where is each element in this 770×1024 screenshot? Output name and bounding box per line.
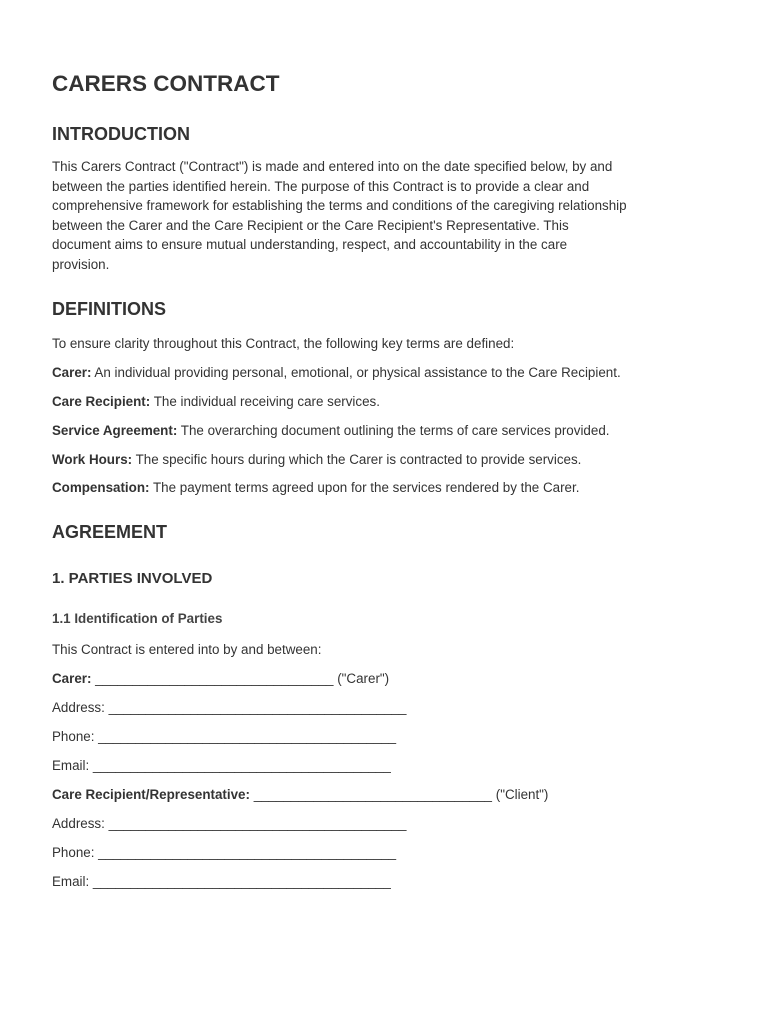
introduction-line: document aims to ensure mutual understanding, respect, and accountability in the care <box>52 237 568 253</box>
definition-text: The specific hours during which the Carer is contracted to provide services. <box>132 451 582 467</box>
client-phone-field[interactable]: Phone: ________________________________________ <box>52 844 397 860</box>
client-suffix: ("Client") <box>495 787 549 802</box>
carer-name-field[interactable] <box>52 669 718 689</box>
definitions-lead: To ensure clarity throughout this Contract, the following key terms are defined: <box>52 335 515 351</box>
entered-into-text: This Contract is entered into by and between: <box>52 642 322 658</box>
introduction-heading: INTRODUCTION <box>52 124 190 144</box>
definition-term: Service Agreement: <box>52 422 178 438</box>
document-title: CARERS CONTRACT <box>52 71 280 96</box>
introduction-line: between the parties identified herein. The purpose of this Contract is to provide a clear and <box>52 178 590 194</box>
definition-text: The overarching document outlining the terms of care services provided. <box>177 422 610 438</box>
introduction-line: comprehensive framework for establishing the terms and conditions of the caregiving relationship <box>52 198 627 214</box>
introduction-paragraph <box>52 157 718 275</box>
definition-text: The individual receiving care services. <box>150 393 380 409</box>
definition-term: Care Recipient: <box>52 393 151 409</box>
client-name-field[interactable] <box>52 785 718 805</box>
carer-name-blank[interactable]: ________________________________ <box>91 671 338 687</box>
definition-item <box>52 478 718 498</box>
definition-term: Carer: <box>52 364 92 380</box>
identification-heading: 1.1 Identification of Parties <box>52 611 223 627</box>
definition-item <box>52 392 718 412</box>
carer-phone-field[interactable]: Phone: ________________________________________ <box>52 729 397 745</box>
parties-involved-heading: 1. PARTIES INVOLVED <box>52 570 213 588</box>
definition-item <box>52 450 718 470</box>
client-email-field[interactable]: Email: ________________________________________ <box>52 873 391 889</box>
carer-label: Carer: <box>52 671 92 687</box>
definition-term: Work Hours: <box>52 451 133 467</box>
client-name-blank[interactable]: ________________________________ <box>249 787 496 802</box>
introduction-line: between the Carer and the Care Recipient or the Care Recipient's Representative. This <box>52 217 569 233</box>
introduction-line: provision. <box>52 256 110 272</box>
definition-text: An individual providing personal, emotional, or physical assistance to the Care Recipient. <box>91 364 621 380</box>
definitions-heading: DEFINITIONS <box>52 298 167 319</box>
definition-term: Compensation: <box>52 480 150 496</box>
introduction-line: This Carers Contract ("Contract") is made and entered into on the date specified below, by and <box>52 159 613 174</box>
definition-item <box>52 363 718 383</box>
carer-email-field[interactable]: Email: ________________________________________ <box>52 758 391 774</box>
agreement-heading: AGREEMENT <box>52 522 168 543</box>
client-address-field[interactable]: Address: ________________________________________ <box>52 815 407 831</box>
carer-address-field[interactable]: Address: ________________________________________ <box>52 700 407 716</box>
definition-item <box>52 421 718 441</box>
definition-text: The payment terms agreed upon for the services rendered by the Carer. <box>149 480 580 496</box>
client-label: Care Recipient/Representative: <box>52 787 250 802</box>
carer-suffix: ("Carer") <box>337 671 390 687</box>
